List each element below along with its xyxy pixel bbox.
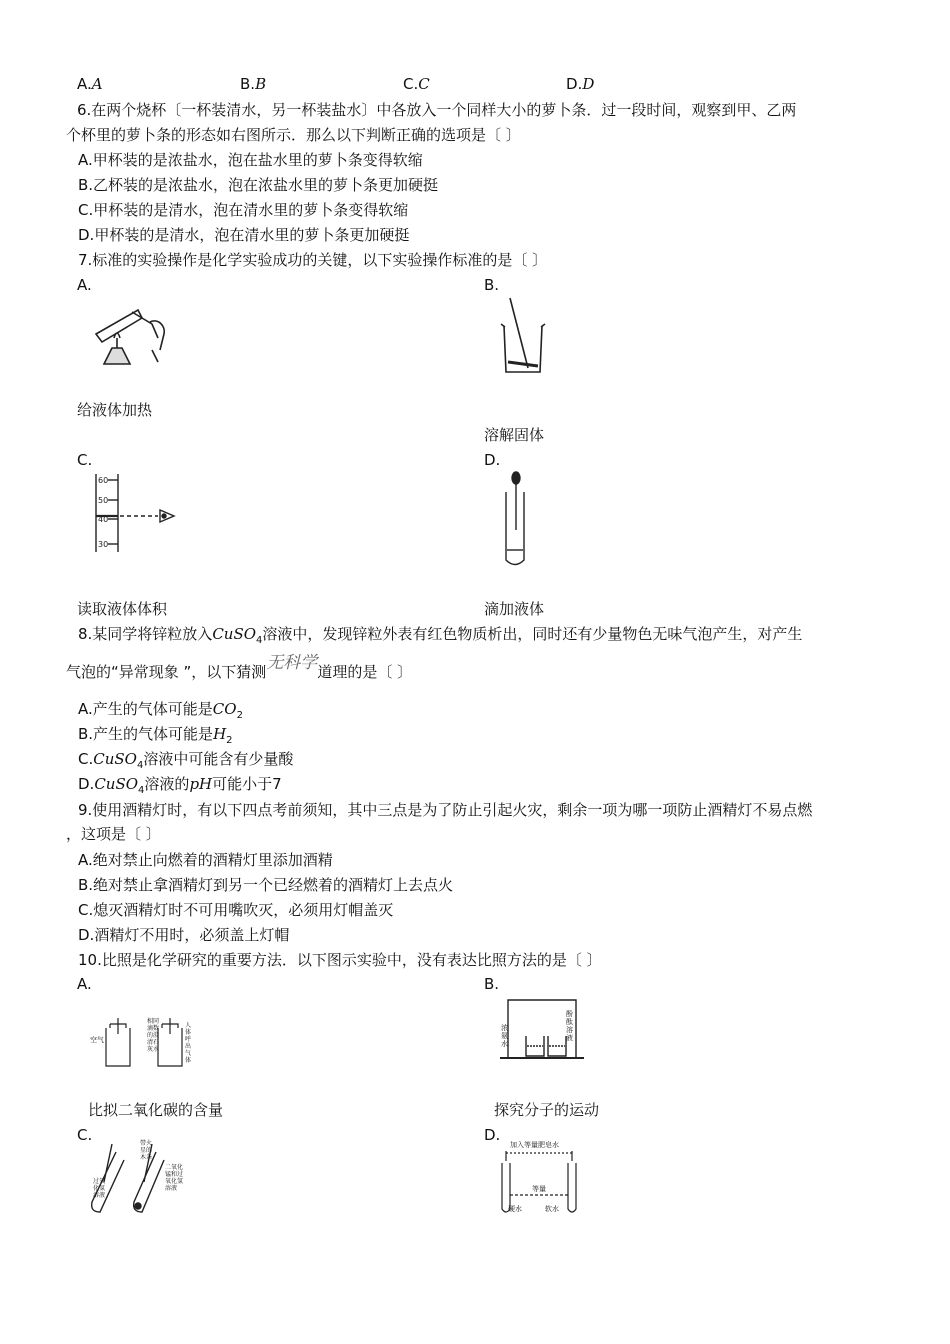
q10c-splint-label: 带火星的木条 bbox=[140, 1140, 153, 1161]
q5-option-b: B.B bbox=[240, 75, 267, 93]
q10-label-d: D. bbox=[484, 1126, 501, 1144]
q9-option-b: B.绝对禁止拿酒精灯到另一个已经燃着的酒精灯上去点火 bbox=[78, 876, 454, 894]
q10b-phenol-label: 酚酞溶液 bbox=[566, 1010, 573, 1042]
q8-option-b: B.产生的气体可能是$H_2$ bbox=[78, 725, 233, 746]
q10-label-c: C. bbox=[77, 1126, 93, 1144]
q10a-drop-label: 相同滴数的澄清石灰水 bbox=[147, 1018, 160, 1053]
q7-label-b: B. bbox=[484, 276, 500, 294]
q9-option-c: C.熄灭酒精灯时不可用嘴吹灭，必须用灯帽盖灭 bbox=[78, 901, 394, 919]
q8-stem-line1: 8.某同学将锌粒放入CuSO$_4$溶液中，发现锌粒外表有红色物质析出，同时还有少量物色无味气泡产生，对产生 bbox=[78, 625, 803, 646]
q10c-right-label: 二氧化锰和过氧化氢溶液 bbox=[165, 1164, 184, 1192]
q7-label-a: A. bbox=[77, 276, 92, 294]
q9-option-d: D.酒精灯不用时，必须盖上灯帽 bbox=[78, 926, 290, 944]
q7c-scale-50: 50 bbox=[98, 496, 109, 505]
q10c-left-label: 过氧化氢溶液 bbox=[93, 1178, 106, 1199]
q8-stem-line2: 气泡的“异常现象 ”，以下猜测无科学道理的是〔 〕 bbox=[66, 653, 413, 681]
q5-option-a: A.A bbox=[77, 75, 103, 93]
q10d-top-label: 加入等量肥皂水 bbox=[510, 1141, 559, 1149]
q7-caption-a: 给液体加热 bbox=[77, 401, 153, 419]
q8-option-a: A.产生的气体可能是$CO_2$ bbox=[78, 700, 243, 721]
q10-label-a: A. bbox=[77, 975, 92, 993]
q10a-breath-label: 人体呼出气体 bbox=[185, 1022, 192, 1064]
q6-option-a: A.甲杯装的是浓盐水，泡在盐水里的萝卜条变得软缩 bbox=[78, 151, 423, 169]
q6-stem-line1: 6.在两个烧杯〔一杯装清水，另一杯装盐水〕中各放入一个同样大小的萝卜条．过一段时间，观察到甲、乙两 bbox=[77, 101, 797, 119]
q5-option-d: D.D bbox=[566, 75, 595, 93]
q8-option-d: D.CuSO$_4$溶液的pH可能小于7 bbox=[78, 775, 282, 796]
q7c-scale-60: 60 bbox=[98, 476, 109, 485]
q7-caption-c: 读取液体体积 bbox=[77, 600, 168, 618]
q7c-scale-40: 40 bbox=[98, 515, 109, 524]
q9-stem-line2: ，这项是〔 〕 bbox=[66, 825, 161, 843]
q7-stem: 7.标准的实验操作是化学实验成功的关键，以下实验操作标准的是〔 〕 bbox=[78, 251, 548, 269]
q7-caption-d: 滴加液体 bbox=[484, 600, 545, 618]
q7-caption-b: 溶解固体 bbox=[484, 426, 545, 444]
q10d-hard-label: 硬水 bbox=[508, 1205, 522, 1213]
q10-caption-b: 探究分子的运动 bbox=[494, 1101, 600, 1119]
q7b-dissolve-figure bbox=[498, 296, 548, 376]
q5-option-c: C.C bbox=[403, 75, 430, 93]
q6-option-b: B.乙杯装的是浓盐水，泡在浓盐水里的萝卜条更加硬挺 bbox=[78, 176, 439, 194]
q7d-dropper-figure bbox=[500, 470, 530, 570]
q6-stem-line2: 个杯里的萝卜条的形态如右图所示．那么以下判断正确的选项是〔 〕 bbox=[66, 126, 521, 144]
q7a-heating-figure bbox=[92, 298, 182, 370]
q8-stamp-text: 无科学 bbox=[266, 653, 318, 673]
q8-option-c: C.CuSO$_4$溶液中可能含有少量酸 bbox=[78, 750, 294, 771]
q10-caption-a: 比拟二氧化碳的含量 bbox=[88, 1101, 224, 1119]
q7c-scale-30: 30 bbox=[98, 540, 109, 549]
q7c-reading-figure bbox=[90, 472, 182, 556]
q6-option-d: D.甲杯装的是清水，泡在清水里的萝卜条更加硬挺 bbox=[78, 226, 410, 244]
q10d-equal-label: 等量 bbox=[532, 1185, 546, 1193]
q7-label-c: C. bbox=[77, 451, 93, 469]
q10b-ammonia-label: 浓氨水 bbox=[501, 1024, 508, 1048]
q10d-soft-label: 软水 bbox=[545, 1205, 559, 1213]
q7-label-d: D. bbox=[484, 451, 501, 469]
q9-stem-line1: 9.使用酒精灯时，有以下四点考前须知，其中三点是为了防止引起火灾，剩余一项为哪一项防止酒精灯不易点燃 bbox=[78, 801, 813, 819]
q10a-air-label: 空气 bbox=[90, 1036, 104, 1044]
q10-stem: 10.比照是化学研究的重要方法．以下图示实验中，没有表达比照方法的是〔 〕 bbox=[78, 951, 602, 969]
q10-label-b: B. bbox=[484, 975, 500, 993]
q6-option-c: C.甲杯装的是清水，泡在清水里的萝卜条变得软缩 bbox=[78, 201, 409, 219]
q9-option-a: A.绝对禁止向燃着的酒精灯里添加酒精 bbox=[78, 851, 333, 869]
